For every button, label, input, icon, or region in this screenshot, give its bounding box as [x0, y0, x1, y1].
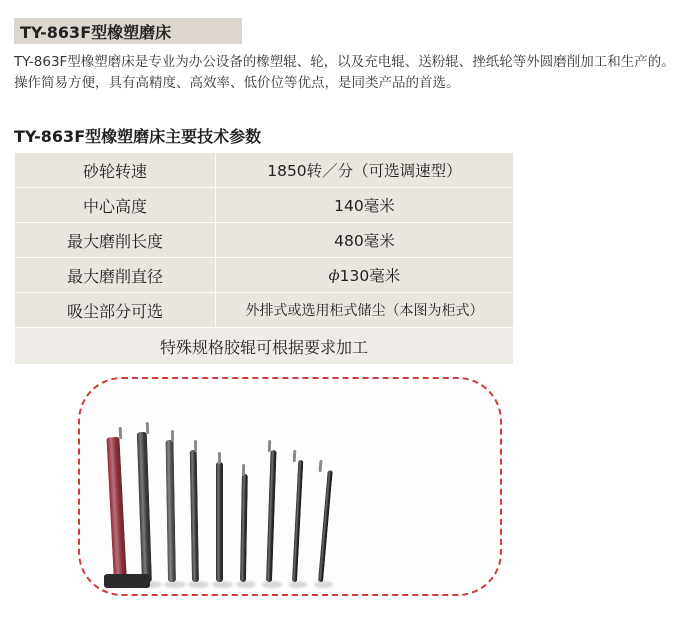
table-row [15, 153, 514, 188]
rubber-roller-samples-photo [78, 377, 502, 596]
diameter-symbol: ф [328, 268, 340, 284]
roller-shadow [188, 581, 209, 588]
table-row-note [15, 328, 514, 365]
spec-section-heading: TY-863F型橡塑磨床主要技术参数 [14, 127, 262, 146]
spec-note: 特殊规格胶辊可根据要求加工 [15, 328, 514, 365]
spec-value: 1850转／分（可选调速型） [215, 153, 513, 188]
roller-shaft-cap [318, 460, 322, 472]
roller-shadow [212, 581, 233, 588]
page-title: TY-863F型橡塑磨床 [20, 22, 172, 42]
roller-item [266, 450, 277, 582]
roller-shaft-cap [241, 464, 244, 476]
roller-shaft-cap [194, 440, 197, 452]
spec-label: 最大磨削直径 [15, 258, 216, 293]
roller-shaft-cap [119, 427, 123, 439]
intro-paragraph-2: 操作简易方便，具有高精度、高效率、低价位等优点，是同类产品的首选。 [14, 75, 460, 91]
spec-label: 吸尘部分可选 [15, 293, 216, 328]
intro-paragraph-1: TY-863F型橡塑磨床是专业为办公设备的橡塑辊、轮，以及充电辊、送粉辊、挫纸轮等外圆磨削加工和生产的。 [14, 54, 675, 70]
spec-value: 480毫米 [215, 223, 513, 258]
spec-value: 130毫米 [339, 267, 401, 285]
roller-item [166, 440, 176, 582]
roller-shadow [288, 581, 307, 588]
roller-shaft-cap [145, 422, 148, 434]
spec-value-diameter [215, 258, 513, 293]
roller-shadow [236, 581, 256, 588]
roller-item [292, 460, 303, 582]
spec-label: 砂轮转速 [15, 153, 216, 188]
roller-shaft-cap [170, 430, 173, 442]
roller-shadow [164, 581, 186, 588]
table-row [15, 223, 514, 258]
spec-table [14, 152, 514, 365]
spec-value: 140毫米 [215, 188, 513, 223]
roller-shaft-cap [267, 440, 270, 452]
roller-shaft-cap [293, 450, 297, 462]
roller-item [137, 432, 152, 582]
table-row [15, 258, 514, 293]
table-row [15, 188, 514, 223]
spec-label: 中心高度 [15, 188, 216, 223]
roller-item [190, 450, 199, 582]
roller-item [318, 470, 333, 582]
roller-shadow [262, 581, 282, 588]
page-title-band [14, 18, 242, 44]
roller-item [240, 474, 248, 582]
roller-shaft-cap [218, 452, 221, 464]
spec-value: 外排式或选用柜式储尘（本图为柜式） [215, 293, 513, 328]
roller-item [216, 462, 223, 582]
roller-item [106, 437, 127, 582]
page-bottom-margin [0, 600, 700, 617]
roller-shadow [314, 581, 333, 588]
spec-label: 最大磨削长度 [15, 223, 216, 258]
intro-text [14, 52, 684, 94]
roller-base-block [104, 574, 150, 588]
table-row [15, 293, 514, 328]
